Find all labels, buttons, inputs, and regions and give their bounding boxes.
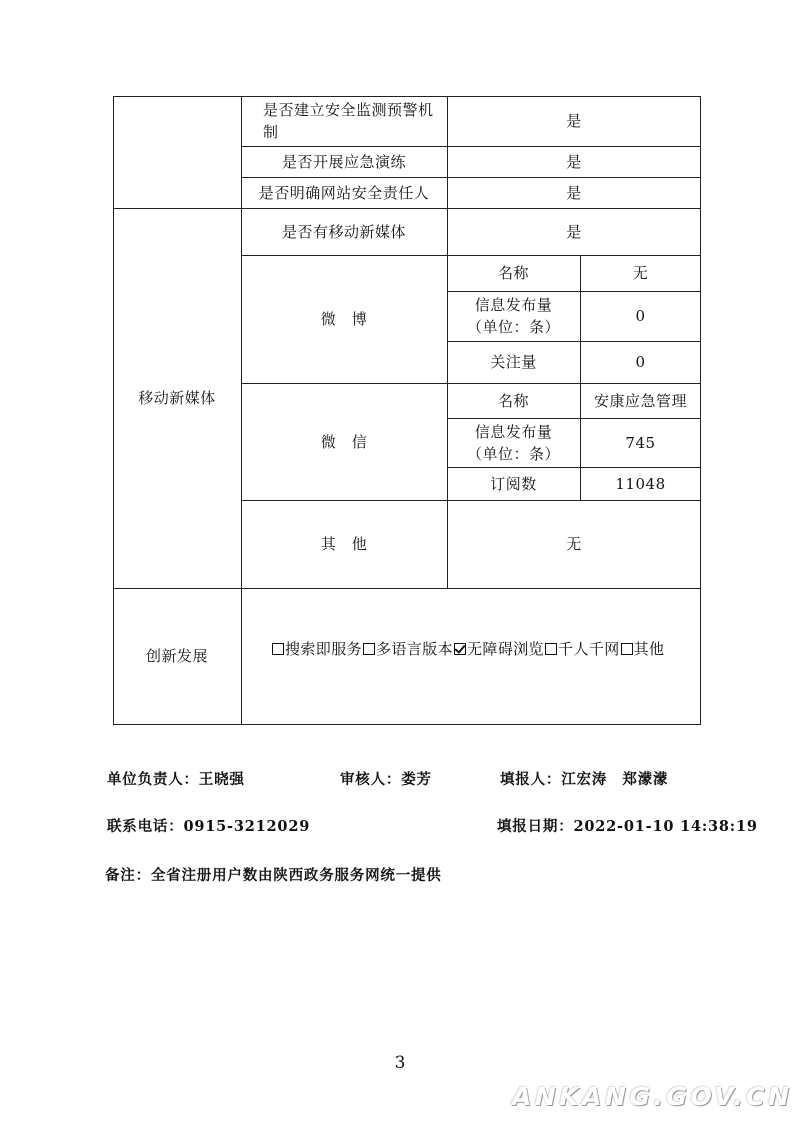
innovation-label: 创新发展 — [145, 647, 208, 665]
checkbox-multilingual[interactable] — [363, 643, 375, 655]
innovation-option-list — [271, 638, 664, 660]
section-mobile-media: 移动新媒体 — [138, 389, 216, 407]
wechat-subscribers-value: 11048 — [615, 474, 666, 493]
table-line — [113, 724, 701, 725]
emergency-drill-value: 是 — [566, 152, 582, 171]
unit-head: 单位负责人：王晓强 — [107, 771, 245, 788]
new-media-value: 是 — [566, 222, 582, 241]
checkbox-personalized[interactable] — [545, 643, 557, 655]
option-accessible-browsing: 无障碍浏览 — [467, 640, 545, 658]
checkbox-other[interactable] — [621, 643, 633, 655]
wechat-label: 微 信 — [320, 432, 368, 451]
checkbox-search-service[interactable] — [272, 643, 284, 655]
reviewer: 审核人：娄芳 — [340, 771, 432, 788]
weibo-name-value: 无 — [632, 264, 649, 282]
weibo-posts-value: 0 — [635, 307, 646, 325]
wechat-name-label: 名称 — [497, 391, 529, 410]
security-owner-value: 是 — [566, 183, 582, 202]
option-other: 其他 — [633, 640, 665, 658]
security-warning-value: 是 — [566, 112, 582, 130]
fill-date: 填报日期：2022-01-10 14:38:19 — [497, 818, 758, 835]
new-media-label: 是否有移动新媒体 — [281, 222, 406, 241]
innovation-options — [241, 588, 701, 724]
wechat-name-value: 安康应急管理 — [593, 391, 687, 410]
emergency-drill-label: 是否开展应急演练 — [281, 152, 406, 171]
other-value: 无 — [566, 535, 582, 553]
checkbox-accessible-browsing[interactable] — [454, 643, 466, 655]
other-label: 其 他 — [320, 535, 368, 553]
weibo-posts-label: 信息发布量 （单位：条） — [466, 296, 560, 336]
report-table — [113, 96, 701, 724]
weibo-followers-value: 0 — [635, 353, 646, 371]
security-warning-label: 是否建立安全监测预警机制 — [263, 101, 434, 141]
wechat-subscribers-label: 订阅数 — [490, 474, 537, 493]
page-number: 3 — [394, 1053, 406, 1073]
option-search-service: 搜索即服务 — [285, 640, 363, 658]
watermark-logo: ANKANG.GOV.CN — [512, 1082, 793, 1111]
weibo-followers-label: 关注量 — [490, 353, 537, 371]
weibo-name-label: 名称 — [497, 264, 529, 282]
wechat-posts-label: 信息发布量 （单位：条） — [466, 422, 560, 463]
option-multilingual: 多语言版本 — [376, 640, 454, 658]
option-personalized: 千人千网 — [558, 640, 620, 658]
phone: 联系电话：0915-3212029 — [107, 818, 311, 835]
wechat-posts-value: 745 — [625, 433, 656, 452]
weibo-label: 微 博 — [320, 310, 368, 328]
security-owner-label: 是否明确网站安全责任人 — [258, 183, 430, 202]
note: 备注：全省注册用户数由陕西政务服务网统一提供 — [105, 867, 442, 884]
filler: 填报人：江宏涛 郑濛濛 — [500, 771, 669, 788]
